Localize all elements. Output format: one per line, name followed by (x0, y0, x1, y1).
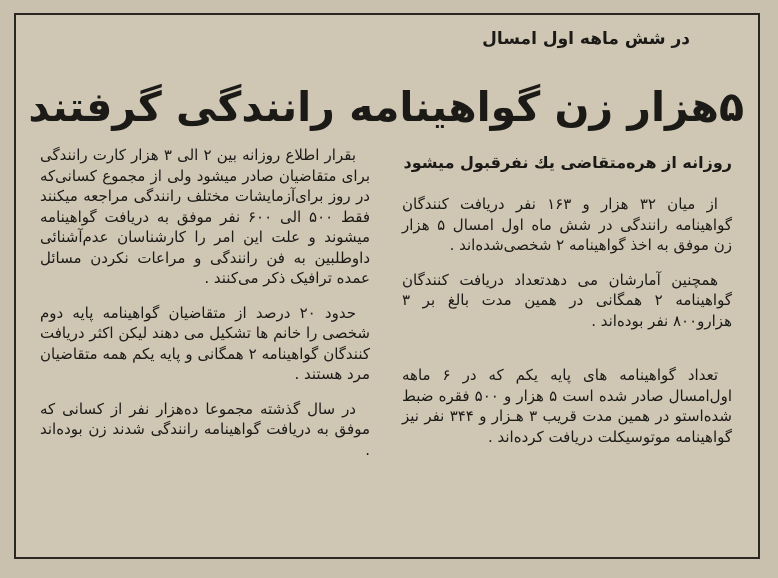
newspaper-clipping (14, 13, 760, 559)
left-paragraph-1: بقرار اطلاع روزانه بین ۲ الی ۳ هزار کارت رانندگی برای متقاضیان صادر میشود ولی از مجموع کسانی‌که در روز برای‌آزمایشات مختلف رانندگی مراجعه میکنند فقط ۵۰۰ الی ۶۰۰ نفر موفق به دریافت گواهینامه میشوند و علت این امر را کارشناسان عدم‌آشنائی داوطلبین به فن رانندگی و مراعات نکردن مسائل عمده ترافیک ذکر می‌کنند . (40, 146, 371, 287)
subheadline: روزانه از هره‌متقاضی یك نفرقبول میشود (403, 153, 732, 172)
left-paragraph-2: حدود ۲۰ درصد از متقاضیان گواهینامه پایه دوم شخصی را خانم ها تشکیل می دهند لیکن اکثر دریافت کنندگان گواهینامه ۲ همگانی و پایه یکم همه متقاضیان مرد هستند . (40, 303, 370, 383)
right-paragraph-1: از میان ۳۲ هزار و ۱۶۳ نفر دریافت کنندگان گواهینامه رانندگی در شش ماه اول امسال ۵ هزار زن موفق به اخذ گواهینامه ۲ شخصی‌شده‌اند . (402, 195, 732, 254)
right-paragraph-3: تعداد گواهینامه های پایه یکم که در ۶ ماهه اول‌امسال صادر شده است ۵ هزار و ۵۰۰ فقره ضبط شده‌استو در همین مدت قریب ۳ هـزار و ۳۴۴ نفر نیز گواهینامه موتوسیکلت دریافت کرده‌اند . (402, 366, 732, 446)
right-column (402, 151, 732, 461)
headline: ۵هزار زن گواهینامه رانندگی گرفتند (28, 83, 744, 131)
left-column (40, 145, 370, 474)
kicker: در شش ماهه اول امسال (482, 29, 690, 49)
right-paragraph-2: همچنین آمارشان می دهدتعداد دریافت کنندگان گواهینامه ۲ همگانی در همین مدت بالغ بر ۳ هزارو۸۰۰ نفر بوده‌اند . (402, 270, 732, 330)
left-paragraph-3: در سال گذشته مجموعا ده‌هزار نفر از کسانی که موفق به دریافت گواهینامه رانندگی شدند زن بوده‌اند . (40, 399, 370, 459)
